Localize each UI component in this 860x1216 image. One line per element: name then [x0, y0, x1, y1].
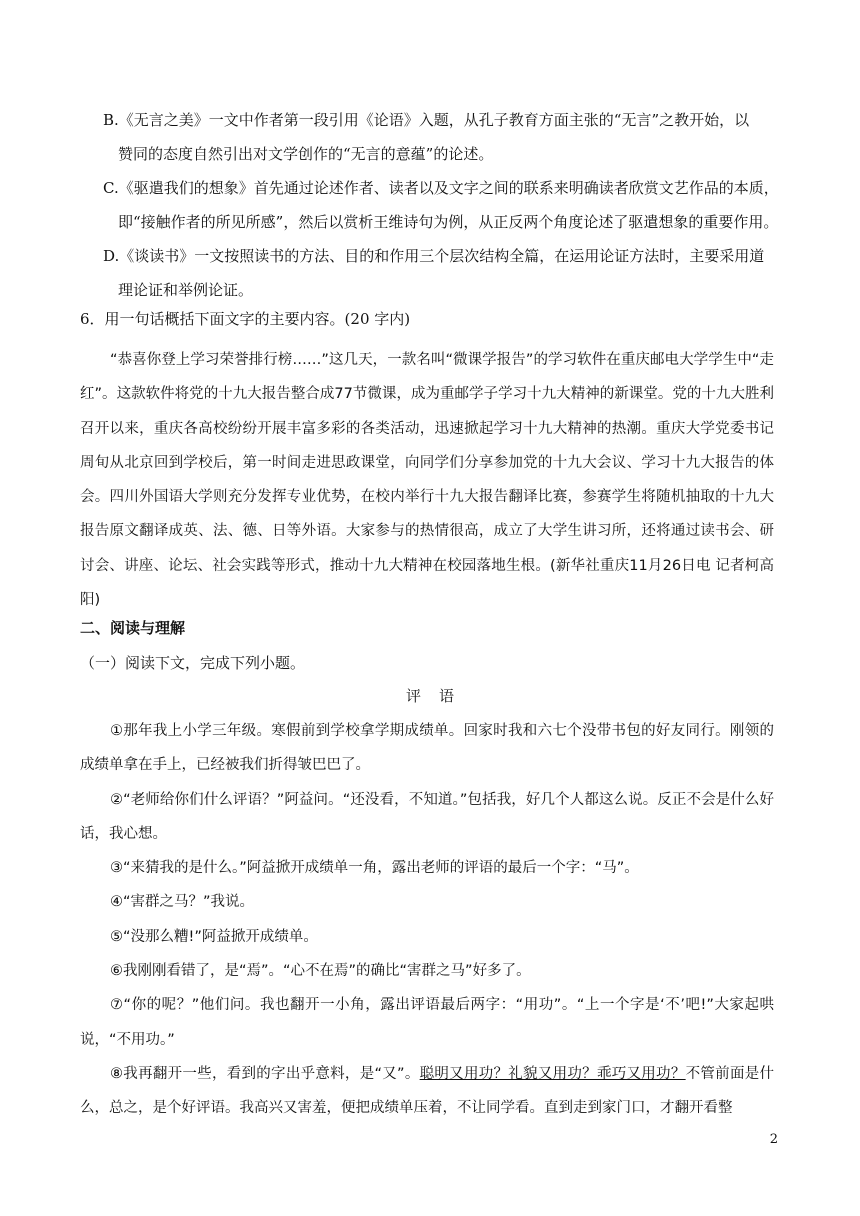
sub-heading: （一）阅读下文，完成下列小题。	[80, 654, 306, 672]
news-passage-text: “恭喜你登上学习荣誉排行榜……”这几天，一款名叫“微课学报告”的学习软件在重庆邮电大学学生中“走红”。这款软件将党的十九大报告整合成77节微课，成为重邮学子学习十九大精神的新课堂。党的十九大胜利召开以来，重庆各高校纷纷开展丰富多彩的各类活动，迅速掀起学习十九大精神的热潮。重庆大学党委书记周旬从北京回到学校后，第一时间走进思政课堂，向同学们分享参加党的十九大会议、学习十九大报告的体会。四川外国语大学则充分发挥专业优势，在校内举行十九大报告翻译比赛，参赛学生将随机抽取的十九大报告原文翻译成英、法、德、日等外语。大家参与的热情很高，成立了大学生讲习所，还将通过读书会、研讨会、讲座、论坛、社会实践等形式，推动十九大精神在校园落地生根。(新华社重庆11月26日电 记者柯高阳)	[80, 352, 774, 609]
story-paragraph-2: ②“老师给你们什么评语？”阿益问。“还没看，不知道。”包括我，好几个人都这么说。反正不会是什么好话，我心想。	[80, 791, 774, 842]
section-heading: 二、阅读与理解	[80, 619, 186, 637]
news-passage	[80, 343, 774, 617]
story-paragraph-6: ⑥我刚刚看错了，是“焉”。“心不在焉”的确比“害群之马”好多了。	[110, 963, 531, 980]
question-6: 6．用一句话概括下面文字的主要内容。(20 字内)	[80, 310, 411, 328]
story-paragraph-8-start: ⑧我再翻开一些，看到的字出乎意料，是“又”。	[110, 1065, 420, 1082]
option-b-line1: B.《无言之美》一文中作者第一段引用《论语》入题，从孔子教育方面主张的“无言”之教开始，以	[103, 111, 750, 129]
story-paragraph-3: ③“来猜我的是什么。”阿益掀开成绩单一角，露出老师的评语的最后一个字：“马”。	[110, 860, 639, 877]
option-b	[103, 103, 783, 171]
story-paragraph-1: ①那年我上小学三年级。寒假前到学校拿学期成绩单。回家时我和六七个没带书包的好友同行。刚领的成绩单拿在手上，已经被我们折得皱巴巴了。	[80, 723, 774, 774]
story-paragraph-8-end: 不管前面是什么，总之，是个好评语。我高兴又害羞，便把成绩单压着，不让同学看。直到走到家门口，才翻开看整	[80, 1065, 775, 1117]
option-d-line2: 理论证和举例论证。	[118, 281, 254, 299]
page-number: 2	[769, 1132, 778, 1147]
story-body	[80, 714, 774, 1126]
story-paragraph-7: ⑦“你的呢？”他们问。我也翻开一小角，露出评语最后两字：“用功”。“上一个字是‘不’吧!”大家起哄说，“不用功。”	[80, 997, 774, 1048]
story-paragraph-4: ④“害群之马？”我说。	[110, 894, 255, 911]
story-title: 评语	[405, 687, 472, 705]
option-d	[103, 239, 783, 307]
option-c-line2: 即“接触作者的所见所感”，然后以赏析王维诗句为例，从正反两个角度论述了驱遣想象的重要作用。	[118, 213, 779, 231]
option-d-line1: D.《谈读书》一文按照读书的方法、目的和作用三个层次结构全篇，在运用论证方法时，主要采用道	[103, 247, 765, 265]
option-c-line1: C.《驱遣我们的想象》首先通过论述作者、读者以及文字之间的联系来明确读者欣赏文艺作品的本质，	[103, 179, 779, 197]
story-paragraph-8	[80, 1057, 774, 1126]
underlined-phrase: 聪明又用功？礼貌又用功？乖巧又用功？	[419, 1065, 686, 1082]
option-c	[103, 171, 783, 239]
option-b-line2: 赞同的态度自然引出对文学创作的“无言的意蕴”的论述。	[118, 145, 494, 163]
story-paragraph-5: ⑤“没那么糟!”阿益掀开成绩单。	[110, 928, 318, 945]
